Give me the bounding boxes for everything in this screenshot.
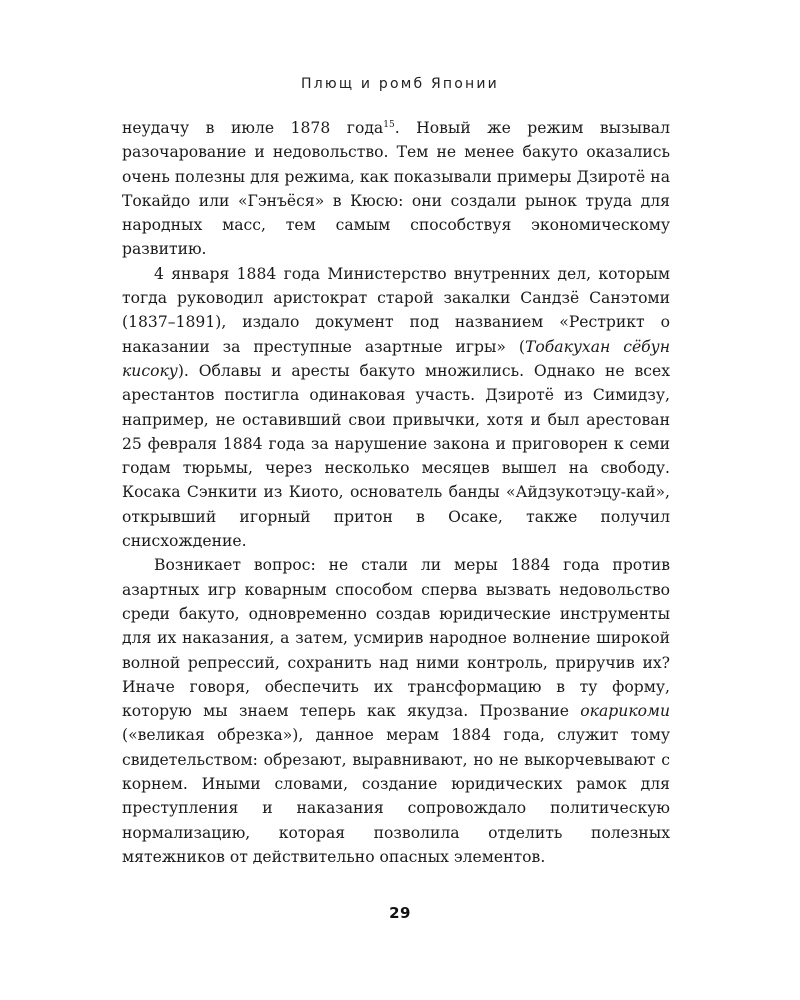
paragraph-1 bbox=[122, 116, 670, 262]
paragraph-1-text-a: неудачу в июле 1878 года bbox=[122, 119, 384, 137]
running-head: Плющ и ромб Японии bbox=[301, 76, 499, 92]
body-text bbox=[122, 116, 670, 869]
footnote-marker: 15 bbox=[383, 119, 395, 130]
paragraph-3-text-a: Возникает вопрос: не стали ли меры 1884 года против азартных игр коварным способом сперва вызвать недовольство среди бакуто, одновременно создав юридические инструменты для их наказания, а затем, усмирив народное волнение широкой волной репрессий, сохранить над ними контроль, приручив их? Иначе говоря, обеспечить их трансформацию в ту форму, которую мы знаем теперь как якудза. Прозвание bbox=[122, 556, 670, 721]
paragraph-2-text-a: 4 января 1884 года Министерство внутренних дел, которым тогда руководил аристократ старой закалки Сандзё Санэтоми (1837–1891), издало документ под названием «Рестрикт о наказании за преступные азартные игры» ( bbox=[122, 264, 670, 356]
paragraph-2-italic-term: Тобакухан сёбун кисоку bbox=[122, 337, 671, 380]
paragraph-2 bbox=[122, 262, 670, 554]
page-number: 29 bbox=[389, 904, 411, 922]
paragraph-2-text-b: ). Облавы и аресты бакуто множились. Однако не всех арестантов постигла одинаковая участь. Дзиротё из Симидзу, например, не оставивший свои привычки, хотя и был арестован 25 февраля 1884 года за нарушение закона и приговорен к семи годам тюрьмы, через несколько месяцев вышел на свободу. Косака Сэнкити из Киото, основатель банды «Айдзукотэцу-кай», открывший игорный притон в Осаке, также получил снисхождение. bbox=[122, 361, 670, 551]
paragraph-3 bbox=[122, 553, 670, 869]
paragraph-1-text-b: . Новый же режим вызывал разочарование и недовольство. Тем не менее бакуто оказались очень полезны для режима, как показывали примеры Дзиротё на Токайдо или «Гэнъёся» в Кюсю: они создали рынок труда для народных масс, тем самым способствуя экономическому развитию. bbox=[122, 119, 670, 259]
paragraph-3-text-b: («великая обрезка»), данное мерам 1884 года, служит тому свидетельством: обрезают, выравнивают, но не выкорчевывают с корнем. Иными словами, создание юридических рамок для преступления и наказания сопровождало политическую нормализацию, которая позволила отделить полезных мятежников от действительно опасных элементов. bbox=[122, 726, 670, 866]
paragraph-3-italic-term: окарикоми bbox=[580, 702, 670, 721]
